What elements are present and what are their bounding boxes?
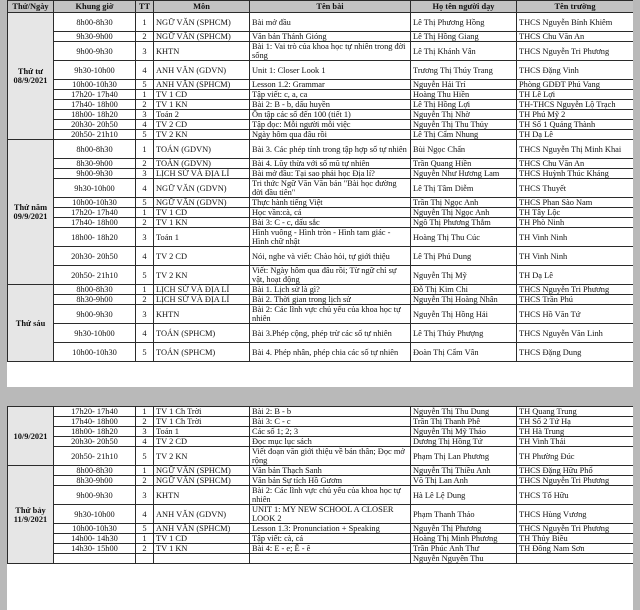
subject-cell: TV 1 KN	[154, 218, 250, 228]
day-cell: Thứ sáu	[8, 285, 54, 362]
header-row	[8, 1, 634, 13]
lesson-cell: Học vần:cà, cá	[250, 208, 411, 218]
teacher-cell: Nguyễn Hải Trí	[411, 80, 517, 90]
school-cell: THCS Hồ Văn Tứ	[517, 305, 634, 324]
school-cell: THCS Nguyễn Tri Phương	[517, 476, 634, 486]
schedule-page-1	[7, 0, 633, 387]
teacher-cell: Lê Thị Tâm Diễm	[411, 179, 517, 198]
teacher-cell: Hoàng Thị Thu Cúc	[411, 228, 517, 247]
teacher-cell: Nguyễn Thị Mỹ	[411, 266, 517, 285]
schedule-table-1	[7, 0, 633, 362]
lesson-cell: Bài 2. Thời gian trong lịch sử	[250, 295, 411, 305]
lesson-cell: Thực hành tiếng Việt	[250, 198, 411, 208]
school-cell: THCS Nguyễn Tri Phương	[517, 42, 634, 61]
lesson-cell: Văn bản Thạch Sanh	[250, 466, 411, 476]
table-row	[8, 285, 634, 295]
tt-cell: 4	[136, 120, 154, 130]
teacher-cell: Lê Thị Cẩm Nhung	[411, 130, 517, 140]
table-row	[8, 61, 634, 80]
time-cell: 10h00-10h30	[54, 524, 136, 534]
teacher-cell: Bùi Ngọc Chấn	[411, 140, 517, 159]
time-cell: 8h30-9h00	[54, 476, 136, 486]
tt-cell: 4	[136, 247, 154, 266]
time-cell: 20h30- 20h50	[54, 437, 136, 447]
tt-cell: 3	[136, 42, 154, 61]
table-row	[8, 305, 634, 324]
subject-cell: KHTN	[154, 42, 250, 61]
lesson-cell: Lesson 1.3: Pronunciation + Speaking	[250, 524, 411, 534]
table-row	[8, 80, 634, 90]
lesson-cell: Bài 1: Vai trò của khoa học tự nhiên trong đời sống	[250, 42, 411, 61]
tt-cell: 5	[136, 524, 154, 534]
table-row	[8, 90, 634, 100]
time-cell: 14h00- 14h30	[54, 534, 136, 544]
tt-cell: 1	[136, 90, 154, 100]
time-cell: 20h50- 21h10	[54, 130, 136, 140]
subject-cell: TV 2 CD	[154, 437, 250, 447]
teacher-cell: Ngô Thị Phương Thắm	[411, 218, 517, 228]
table-row	[8, 42, 634, 61]
lesson-cell: Bài mở đầu	[250, 13, 411, 32]
lesson-cell: Bài 2: Các lĩnh vực chủ yếu của khoa học tự nhiên	[250, 486, 411, 505]
school-cell: TH Đông Nam Sơn	[517, 544, 634, 554]
tt-cell: 4	[136, 505, 154, 524]
teacher-cell: Trần Thị Ngọc Anh	[411, 198, 517, 208]
school-cell: THCS Thuyết	[517, 179, 634, 198]
subject-cell: TV 1 KN	[154, 544, 250, 554]
time-cell: 9h30-10h00	[54, 179, 136, 198]
teacher-cell: Trần Phúc Anh Thư	[411, 544, 517, 554]
header-tt: TT	[136, 1, 154, 13]
school-cell: TH Số 2 Tứ Hạ	[517, 417, 634, 427]
table-row	[8, 324, 634, 343]
school-cell: TH Phú Mỹ 2	[517, 110, 634, 120]
tt-cell: 3	[136, 427, 154, 437]
teacher-cell: Nguyễn Thị Hoàng Nhân	[411, 295, 517, 305]
subject-cell: TOÁN (SPHCM)	[154, 324, 250, 343]
school-cell: THCS Nguyễn Bỉnh Khiêm	[517, 13, 634, 32]
teacher-cell: Lê Thị Khánh Vân	[411, 42, 517, 61]
time-cell: 9h30-10h00	[54, 324, 136, 343]
subject-cell: ANH VĂN (GDVN)	[154, 505, 250, 524]
table-row	[8, 407, 634, 417]
lesson-cell: Bài 2: B - b, dấu huyền	[250, 100, 411, 110]
teacher-cell: Hà Lê Lệ Dung	[411, 486, 517, 505]
time-cell: 17h40- 18h00	[54, 100, 136, 110]
subject-cell: NGỮ VĂN (SPHCM)	[154, 13, 250, 32]
time-cell: 8h00-8h30	[54, 13, 136, 32]
table-row	[8, 13, 634, 32]
time-cell	[54, 554, 136, 564]
subject-cell: LỊCH SỬ VÀ ĐỊA LÍ	[154, 295, 250, 305]
subject-cell: Toán 1	[154, 228, 250, 247]
time-cell: 9h30-9h00	[54, 32, 136, 42]
school-cell: TH-THCS Nguyễn Lộ Trạch	[517, 100, 634, 110]
table-row	[8, 437, 634, 447]
lesson-cell: Viết: Ngày hôm qua đâu rồi; Từ ngữ chỉ sự vật, hoạt động	[250, 266, 411, 285]
tt-cell: 1	[136, 208, 154, 218]
tt-cell: 5	[136, 266, 154, 285]
subject-cell	[154, 554, 250, 564]
tt-cell: 1	[136, 466, 154, 476]
subject-cell: TV 1 KN	[154, 100, 250, 110]
subject-cell: KHTN	[154, 305, 250, 324]
table-row	[8, 343, 634, 362]
tt-cell	[136, 554, 154, 564]
table-row	[8, 534, 634, 544]
school-cell: THCS Huỳnh Thúc Kháng	[517, 169, 634, 179]
tt-cell: 2	[136, 159, 154, 169]
tt-cell: 4	[136, 179, 154, 198]
time-cell: 9h00-9h30	[54, 169, 136, 179]
school-cell: TH Thủy Biều	[517, 534, 634, 544]
school-cell: THCS Nguyễn Văn Linh	[517, 324, 634, 343]
time-cell: 18h00- 18h20	[54, 110, 136, 120]
table-row	[8, 130, 634, 140]
header-school: Tên trường	[517, 1, 634, 13]
teacher-cell: Lê Thị Phương Hồng	[411, 13, 517, 32]
teacher-cell: Phạm Thị Lan Phương	[411, 447, 517, 466]
school-cell: TH Hà Trung	[517, 427, 634, 437]
school-cell: TH Quang Trung	[517, 407, 634, 417]
school-cell: THCS Nguyễn Tri Phương	[517, 285, 634, 295]
subject-cell: Toán 2	[154, 110, 250, 120]
table-row	[8, 159, 634, 169]
school-cell	[517, 554, 634, 564]
table-row	[8, 228, 634, 247]
lesson-cell: Tập viết: c, a, ca	[250, 90, 411, 100]
subject-cell: TOÁN (GDVN)	[154, 140, 250, 159]
teacher-cell: Nguyễn Thị Nhờ	[411, 110, 517, 120]
lesson-cell: Tập viết: cà, cá	[250, 534, 411, 544]
subject-cell: KHTN	[154, 486, 250, 505]
lesson-cell: Văn bản Thánh Gióng	[250, 32, 411, 42]
school-cell: THCS Đặng Dung	[517, 343, 634, 362]
school-cell: THCS Chu Văn An	[517, 159, 634, 169]
table-row	[8, 32, 634, 42]
subject-cell: LỊCH SỬ VÀ ĐỊA LÍ	[154, 169, 250, 179]
lesson-cell: Bài 3: C - c, dấu sắc	[250, 218, 411, 228]
lesson-cell: Bài 3.Phép cộng, phép trừ các số tự nhiên	[250, 324, 411, 343]
school-cell: TH Dạ Lê	[517, 266, 634, 285]
tt-cell: 5	[136, 447, 154, 466]
time-cell: 17h40- 18h00	[54, 218, 136, 228]
tt-cell: 5	[136, 343, 154, 362]
table-row	[8, 427, 634, 437]
lesson-cell: Bài mở đầu: Tại sao phải học Địa lí?	[250, 169, 411, 179]
teacher-cell: Lê Thị Hồng Lợi	[411, 100, 517, 110]
header-subject: Môn	[154, 1, 250, 13]
school-cell: THCS Phan Sào Nam	[517, 198, 634, 208]
table-row	[8, 208, 634, 218]
header-lesson: Tên bài	[250, 1, 411, 13]
time-cell: 9h30-10h00	[54, 505, 136, 524]
teacher-cell: Hoàng Thu Hiền	[411, 90, 517, 100]
time-cell: 17h20- 17h40	[54, 90, 136, 100]
lesson-cell: Bài 4. Lũy thừa với số mũ tự nhiên	[250, 159, 411, 169]
time-cell: 18h00- 18h20	[54, 427, 136, 437]
time-cell: 18h00- 18h20	[54, 228, 136, 247]
table-row	[8, 120, 634, 130]
school-cell: THCS Tố Hữu	[517, 486, 634, 505]
lesson-cell: Unit 1: Closer Look 1	[250, 61, 411, 80]
lesson-cell: Bài 2: B - b	[250, 407, 411, 417]
tt-cell: 2	[136, 218, 154, 228]
table-row	[8, 179, 634, 198]
teacher-cell: Nguyễn Như Hương Lam	[411, 169, 517, 179]
time-cell: 9h30-10h00	[54, 61, 136, 80]
lesson-cell: Hình vuông - Hình tròn - Hình tam giác - Hình chữ nhật	[250, 228, 411, 247]
table-row	[8, 476, 634, 486]
time-cell: 9h00-9h30	[54, 486, 136, 505]
lesson-cell: Văn bản Sự tích Hồ Gươm	[250, 476, 411, 486]
school-cell: THCS Hùng Vương	[517, 505, 634, 524]
table-row	[8, 266, 634, 285]
school-cell: THCS Nguyễn Tri Phương	[517, 524, 634, 534]
school-cell: TH Tây Lộc	[517, 208, 634, 218]
table-row	[8, 140, 634, 159]
school-cell: TH Lê Lợi	[517, 90, 634, 100]
tt-cell: 5	[136, 198, 154, 208]
time-cell: 20h30- 20h50	[54, 247, 136, 266]
lesson-cell: Tập đọc: Mỗi người mỗi việc	[250, 120, 411, 130]
schedule-table-2	[7, 406, 633, 564]
subject-cell: ANH VĂN (GDVN)	[154, 61, 250, 80]
lesson-cell	[250, 554, 411, 564]
tt-cell: 4	[136, 61, 154, 80]
teacher-cell: Đỗ Thị Kim Chi	[411, 285, 517, 295]
school-cell: TH Phò Ninh	[517, 218, 634, 228]
time-cell: 10h00-10h30	[54, 343, 136, 362]
lesson-cell: Tri thức Ngữ Văn Văn bản "Bài học đường đời đầu tiên"	[250, 179, 411, 198]
subject-cell: NGỮ VĂN (SPHCM)	[154, 466, 250, 476]
teacher-cell: Võ Thị Lan Anh	[411, 476, 517, 486]
subject-cell: TV 2 KN	[154, 266, 250, 285]
tt-cell: 5	[136, 80, 154, 90]
teacher-cell: Lê Thị Thúy Phượng	[411, 324, 517, 343]
day-cell: Thứ tư 08/9/2021	[8, 13, 54, 140]
school-cell: THCS Chu Văn An	[517, 32, 634, 42]
teacher-cell: Dương Thị Hồng Tứ	[411, 437, 517, 447]
tt-cell: 5	[136, 130, 154, 140]
lesson-cell: Bài 3. Các phép tính trong tập hợp số tự nhiên	[250, 140, 411, 159]
table-row	[8, 524, 634, 534]
subject-cell: ANH VĂN (SPHCM)	[154, 80, 250, 90]
teacher-cell: Lê Thị Phú Dung	[411, 247, 517, 266]
school-cell: THCS Trần Phú	[517, 295, 634, 305]
subject-cell: TOÁN (SPHCM)	[154, 343, 250, 362]
teacher-cell: Nguyễn Thị Thiều Anh	[411, 466, 517, 476]
tt-cell: 2	[136, 544, 154, 554]
table-row	[8, 486, 634, 505]
subject-cell: NGỮ VĂN (GDVN)	[154, 198, 250, 208]
tt-cell: 2	[136, 476, 154, 486]
teacher-cell: Trần Thị Thanh Phê	[411, 417, 517, 427]
school-cell: TH Vinh Thái	[517, 437, 634, 447]
tt-cell: 3	[136, 110, 154, 120]
lesson-cell: Bài 1. Lịch sử là gì?	[250, 285, 411, 295]
table-row	[8, 110, 634, 120]
time-cell: 20h50- 21h10	[54, 447, 136, 466]
subject-cell: TV 1 CD	[154, 534, 250, 544]
table-row	[8, 466, 634, 476]
time-cell: 10h00-10h30	[54, 80, 136, 90]
schedule-page-2	[7, 406, 633, 610]
lesson-cell: Bài 2: Các lĩnh vực chủ yếu của khoa học tự nhiên	[250, 305, 411, 324]
subject-cell: LỊCH SỬ VÀ ĐỊA LÍ	[154, 285, 250, 295]
table-row	[8, 505, 634, 524]
table-row	[8, 447, 634, 466]
lesson-cell: Đọc mục lục sách	[250, 437, 411, 447]
table-row	[8, 554, 634, 564]
table-row	[8, 544, 634, 554]
tt-cell: 1	[136, 140, 154, 159]
teacher-cell: Trương Thị Thúy Trang	[411, 61, 517, 80]
tt-cell: 2	[136, 417, 154, 427]
lesson-cell: Nói, nghe và viết: Chào hỏi, tự giới thiệu	[250, 247, 411, 266]
tt-cell: 1	[136, 13, 154, 32]
subject-cell: TV 2 CD	[154, 120, 250, 130]
school-cell: TH Số 1 Quảng Thành	[517, 120, 634, 130]
teacher-cell: Đoàn Thị Cẩm Vân	[411, 343, 517, 362]
time-cell: 17h20- 17h40	[54, 208, 136, 218]
school-cell: THCS Đặng Vinh	[517, 61, 634, 80]
time-cell: 8h30-9h00	[54, 159, 136, 169]
subject-cell: TV 2 KN	[154, 130, 250, 140]
day-cell: Thứ năm 09/9/2021	[8, 140, 54, 285]
teacher-cell: Lê Thị Hồng Giang	[411, 32, 517, 42]
time-cell: 9h00-9h30	[54, 42, 136, 61]
subject-cell: TV 2 KN	[154, 447, 250, 466]
tt-cell: 2	[136, 295, 154, 305]
tt-cell: 4	[136, 324, 154, 343]
header-day: Thứ/Ngày	[8, 1, 54, 13]
header-teacher: Họ tên người dạy	[411, 1, 517, 13]
table-row	[8, 417, 634, 427]
subject-cell: TOÁN (GDVN)	[154, 159, 250, 169]
day-cell: 10/9/2021	[8, 407, 54, 466]
teacher-cell: Nguyễn Thị Thu Thủy	[411, 120, 517, 130]
subject-cell: TV 1 CD	[154, 90, 250, 100]
time-cell: 8h00-8h30	[54, 466, 136, 476]
tt-cell: 2	[136, 100, 154, 110]
teacher-cell: Nguyễn Thị Hồng Hải	[411, 305, 517, 324]
lesson-cell: Lesson 1.2: Grammar	[250, 80, 411, 90]
lesson-cell: UNIT 1: MY NEW SCHOOL A CLOSER LOOK 2	[250, 505, 411, 524]
school-cell: Phòng GDĐT Phú Vang	[517, 80, 634, 90]
lesson-cell: Bài 4. Phép nhân, phép chia các số tự nhiên	[250, 343, 411, 362]
header-time: Khung giờ	[54, 1, 136, 13]
lesson-cell: Bài 4: E - e; Ê - ê	[250, 544, 411, 554]
subject-cell: NGỮ VĂN (SPHCM)	[154, 32, 250, 42]
school-cell: THCS Đặng Hữu Phổ	[517, 466, 634, 476]
subject-cell: ANH VĂN (SPHCM)	[154, 524, 250, 534]
subject-cell: NGỮ VĂN (SPHCM)	[154, 476, 250, 486]
tt-cell: 3	[136, 305, 154, 324]
school-cell: TH Vinh Ninh	[517, 247, 634, 266]
day-cell: Thứ bảy 11/9/2021	[8, 466, 54, 564]
lesson-cell: Viết đoạn văn giới thiệu về bản thân; Đọc mở rộng	[250, 447, 411, 466]
subject-cell: TV 1 Ch Trời	[154, 417, 250, 427]
table-row	[8, 198, 634, 208]
time-cell: 20h30- 20h50	[54, 120, 136, 130]
teacher-cell: Hoàng Thị Minh Phương	[411, 534, 517, 544]
tt-cell: 3	[136, 228, 154, 247]
tt-cell: 3	[136, 486, 154, 505]
table-row	[8, 247, 634, 266]
teacher-cell: Nguyễn Thị Thu Dung	[411, 407, 517, 417]
table-row	[8, 169, 634, 179]
lesson-cell: Các số 1; 2; 3	[250, 427, 411, 437]
subject-cell: TV 1 CD	[154, 208, 250, 218]
teacher-cell: Nguyễn Thị Phương	[411, 524, 517, 534]
time-cell: 17h40- 18h00	[54, 417, 136, 427]
time-cell: 9h00-9h30	[54, 305, 136, 324]
subject-cell: TV 1 Ch Trời	[154, 407, 250, 417]
teacher-cell: Nguyễn Thị Ngọc Anh	[411, 208, 517, 218]
teacher-cell: Nguyễn Thị Mỹ Thảo	[411, 427, 517, 437]
tt-cell: 3	[136, 169, 154, 179]
school-cell: TH Dạ Lê	[517, 130, 634, 140]
time-cell: 20h50- 21h10	[54, 266, 136, 285]
lesson-cell: Ngày hôm qua đâu rồi	[250, 130, 411, 140]
school-cell: TH Phường Đúc	[517, 447, 634, 466]
subject-cell: Toán 1	[154, 427, 250, 437]
lesson-cell: Bài 3: C - c	[250, 417, 411, 427]
table-row	[8, 295, 634, 305]
time-cell: 14h30- 15h00	[54, 544, 136, 554]
time-cell: 10h00-10h30	[54, 198, 136, 208]
tt-cell: 4	[136, 437, 154, 447]
tt-cell: 1	[136, 407, 154, 417]
subject-cell: TV 2 CD	[154, 247, 250, 266]
time-cell: 8h00-8h30	[54, 140, 136, 159]
time-cell: 17h20- 17h40	[54, 407, 136, 417]
school-cell: THCS Nguyễn Thị Minh Khai	[517, 140, 634, 159]
tt-cell: 1	[136, 285, 154, 295]
lesson-cell: Ôn tập các số đến 100 (tiết 1)	[250, 110, 411, 120]
table-row	[8, 218, 634, 228]
tt-cell: 2	[136, 32, 154, 42]
teacher-cell: Trần Quang Hiền	[411, 159, 517, 169]
teacher-cell: Phạm Thanh Thảo	[411, 505, 517, 524]
time-cell: 8h00-8h30	[54, 285, 136, 295]
time-cell: 8h30-9h00	[54, 295, 136, 305]
table-row	[8, 100, 634, 110]
school-cell: TH Vinh Ninh	[517, 228, 634, 247]
tt-cell: 1	[136, 534, 154, 544]
subject-cell: NGỮ VĂN (GDVN)	[154, 179, 250, 198]
teacher-cell: Nguyễn Nguyên Thu	[411, 554, 517, 564]
